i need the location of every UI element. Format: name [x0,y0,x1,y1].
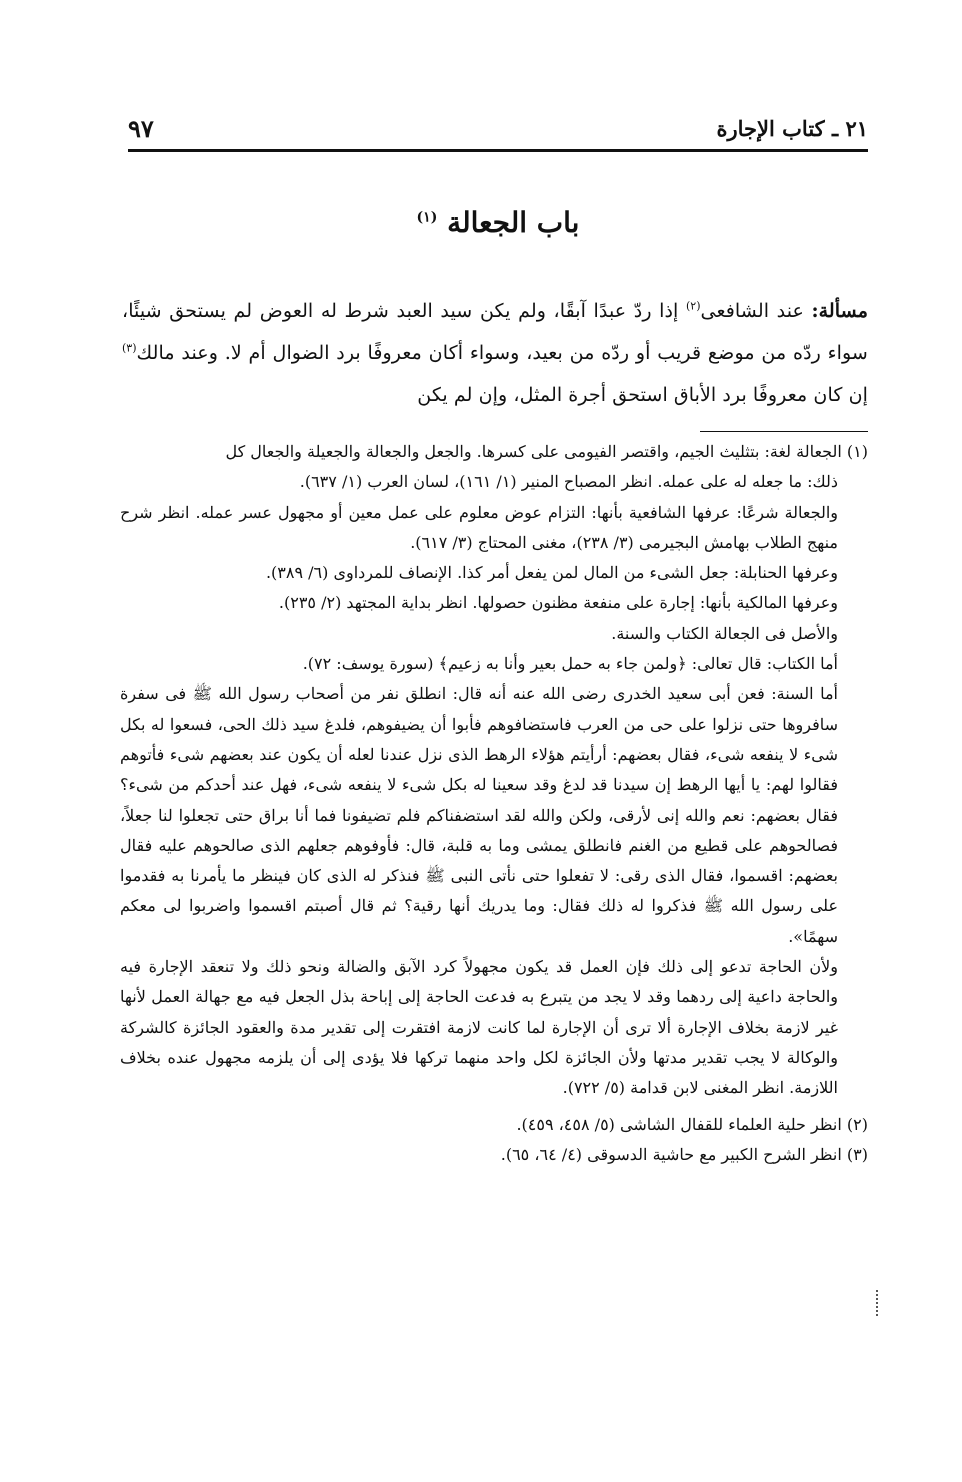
footnote-1-quran-evidence: أما الكتاب: قال تعالى: ﴿ولمن جاء به حمل بعير وأنا به زعيم﴾ (سورة يوسف: ٧٢). [302,654,838,674]
footnote-1-sunnah-evidence: أما السنة: فعن أبى سعيد الخدرى رضى الله عنه أنه قال: انطلق نفر من أصحاب رسول الله ﷺ فى سفرة سافروها حتى نزلوا على حى من العرب فاستضافوهم فأبوا أن يضيفوهم، فلدغ سيد ذلك الحى، فسعوا له بكل شىء لا ينفعه شىء، فقال بعضهم: أرأيتم هؤلاء الرهط الذى نزل عندنا لعله أن يكون عند بعضهم شىء فأتوهم فقالوا لهم: يا أيها الرهط إن سيدنا قد لدغ وقد سعينا له بكل شىء لا ينفعه شىء، فهل عند أحدكم من شىء؟ فقال بعضهم: نعم والله إنى لأرقى، ولكن والله لقد استضفناكم فلم تضيفونا فما أنا براق حتى تجعلوا لنا جعلاً، فصالحوهم على قطيع من الغنم فانطلق يمشى وما به قلبة، قال: فأوفوهم جعلهم الذى صالحوهم عليه فقال بعضهم: اقسموا، فقال الذى رقى: لا تفعلوا حتى نأتى النبى ﷺ فنذكر له الذى كان فينظر ما يأمرنا به فقدموا على رسول الله ﷺ فذكروا له ذلك فقال: وما يدريك أنها رقية؟ ثم قال أصبتم اقسموا واضربوا لى معكم سهمًا». [120,684,839,946]
footnote-ref-1: (١) [416,209,438,226]
main-paragraph [122,290,868,416]
issue-lead: مسألة: [811,299,868,322]
main-text-part-3: إن كان معروفًا برد الأباق استحق أجرة المثل، وإن لم يكن [417,383,868,406]
header-rule [128,149,868,152]
footnote-2: (٢) انظر حلية العلماء للقفال الشاشى (٥/ ٤٥٨، ٤٥٩). [516,1114,868,1134]
footnote-1-line-2: ذلك: ما جعله له على عمله. انظر المصباح المنير (١/ ١٦١)، لسان العرب (١/ ٦٣٧). [299,472,838,492]
footnote-ref-2: (٢) [685,299,701,313]
footnote-1-reasoning: ولأن الحاجة تدعو إلى ذلك فإن العمل قد يكون مجهولاً كرد الآبق والضالة ونحو ذلك ولا تنعقد الإجارة فيه والحاجة داعية إلى ردهما وقد لا يجد من يتبرع به فدعت الحاجة إلى إباحة بذل الجعل فيه مع جهالة العمل لأنها غير لازمة بخلاف الإجارة ألا ترى أن الإجارة لما كانت لازمة افتقرت إلى تقدير مدة والعقود الجائزة كالشركة والوكالة لا يجب تقدير مدتها ولأن الجائزة لكل واحد منهما تركها فلا يؤدى إلى أن يلزمه مجهول عنده بخلاف اللازمة. انظر المغنى لابن قدامة (٥/ ٧٢٢). [120,957,838,1098]
running-header [128,112,868,152]
footnote-1-hanbali-definition: وعرفها الحنابلة: جعل الشىء من المال لمن يفعل أمر كذا. الإنصاف للمرداوى (٦/ ٣٨٩). [265,563,838,583]
footnote-1-origin: والأصل فى الجعالة الكتاب والسنة. [611,623,838,643]
margin-mark [876,1290,880,1316]
section-title: باب الجعالة [447,206,580,239]
footnote-3: (٣) انظر الشرح الكبير مع حاشية الدسوقى (٤/ ٦٤، ٦٥). [500,1144,868,1164]
footnote-ref-3: (٣) [122,341,137,355]
footnote-1-maliki-definition: وعرفها المالكية بأنها: إجارة على منفعة مظنون حصولها. انظر بداية المجتهد (٢/ ٢٣٥). [278,593,838,613]
page-number: ٩٧ [128,114,154,143]
chapter-title: ٢١ ـ كتاب الإجارة [716,116,868,141]
main-text-part-1: عند الشافعى [700,299,812,322]
section-heading [128,206,868,239]
main-text-part-2: إذا ردّ عبدًا آبقًا، ولم يكن سيد العبد شرط له العوض لم يستحق شيئًا، سواء ردّه من موضع قريب أو ردّه من بعيد، وسواء أكان معروفًا برد الضوال أم لا. وعند مالك [122,299,868,364]
footnote-1-line-1: (١) الجعالة لغة: بتثليث الجيم، واقتصر الفيومى على كسرها. والجعل والجعالة والجعيلة والجعال كل [225,442,868,461]
footnote-1-shafii-definition: والجعالة شرعًا: عرفها الشافعية بأنها: التزام عوض معلوم على عمل معين أو مجهول عسر عمله. انظر شرح منهج الطلاب بهامش البجيرمى (٣/ ٢٣٨)، مغنى المحتاج (٣/ ٦١٧). [120,502,838,552]
footnotes [120,437,868,1170]
footnote-separator [700,431,868,432]
